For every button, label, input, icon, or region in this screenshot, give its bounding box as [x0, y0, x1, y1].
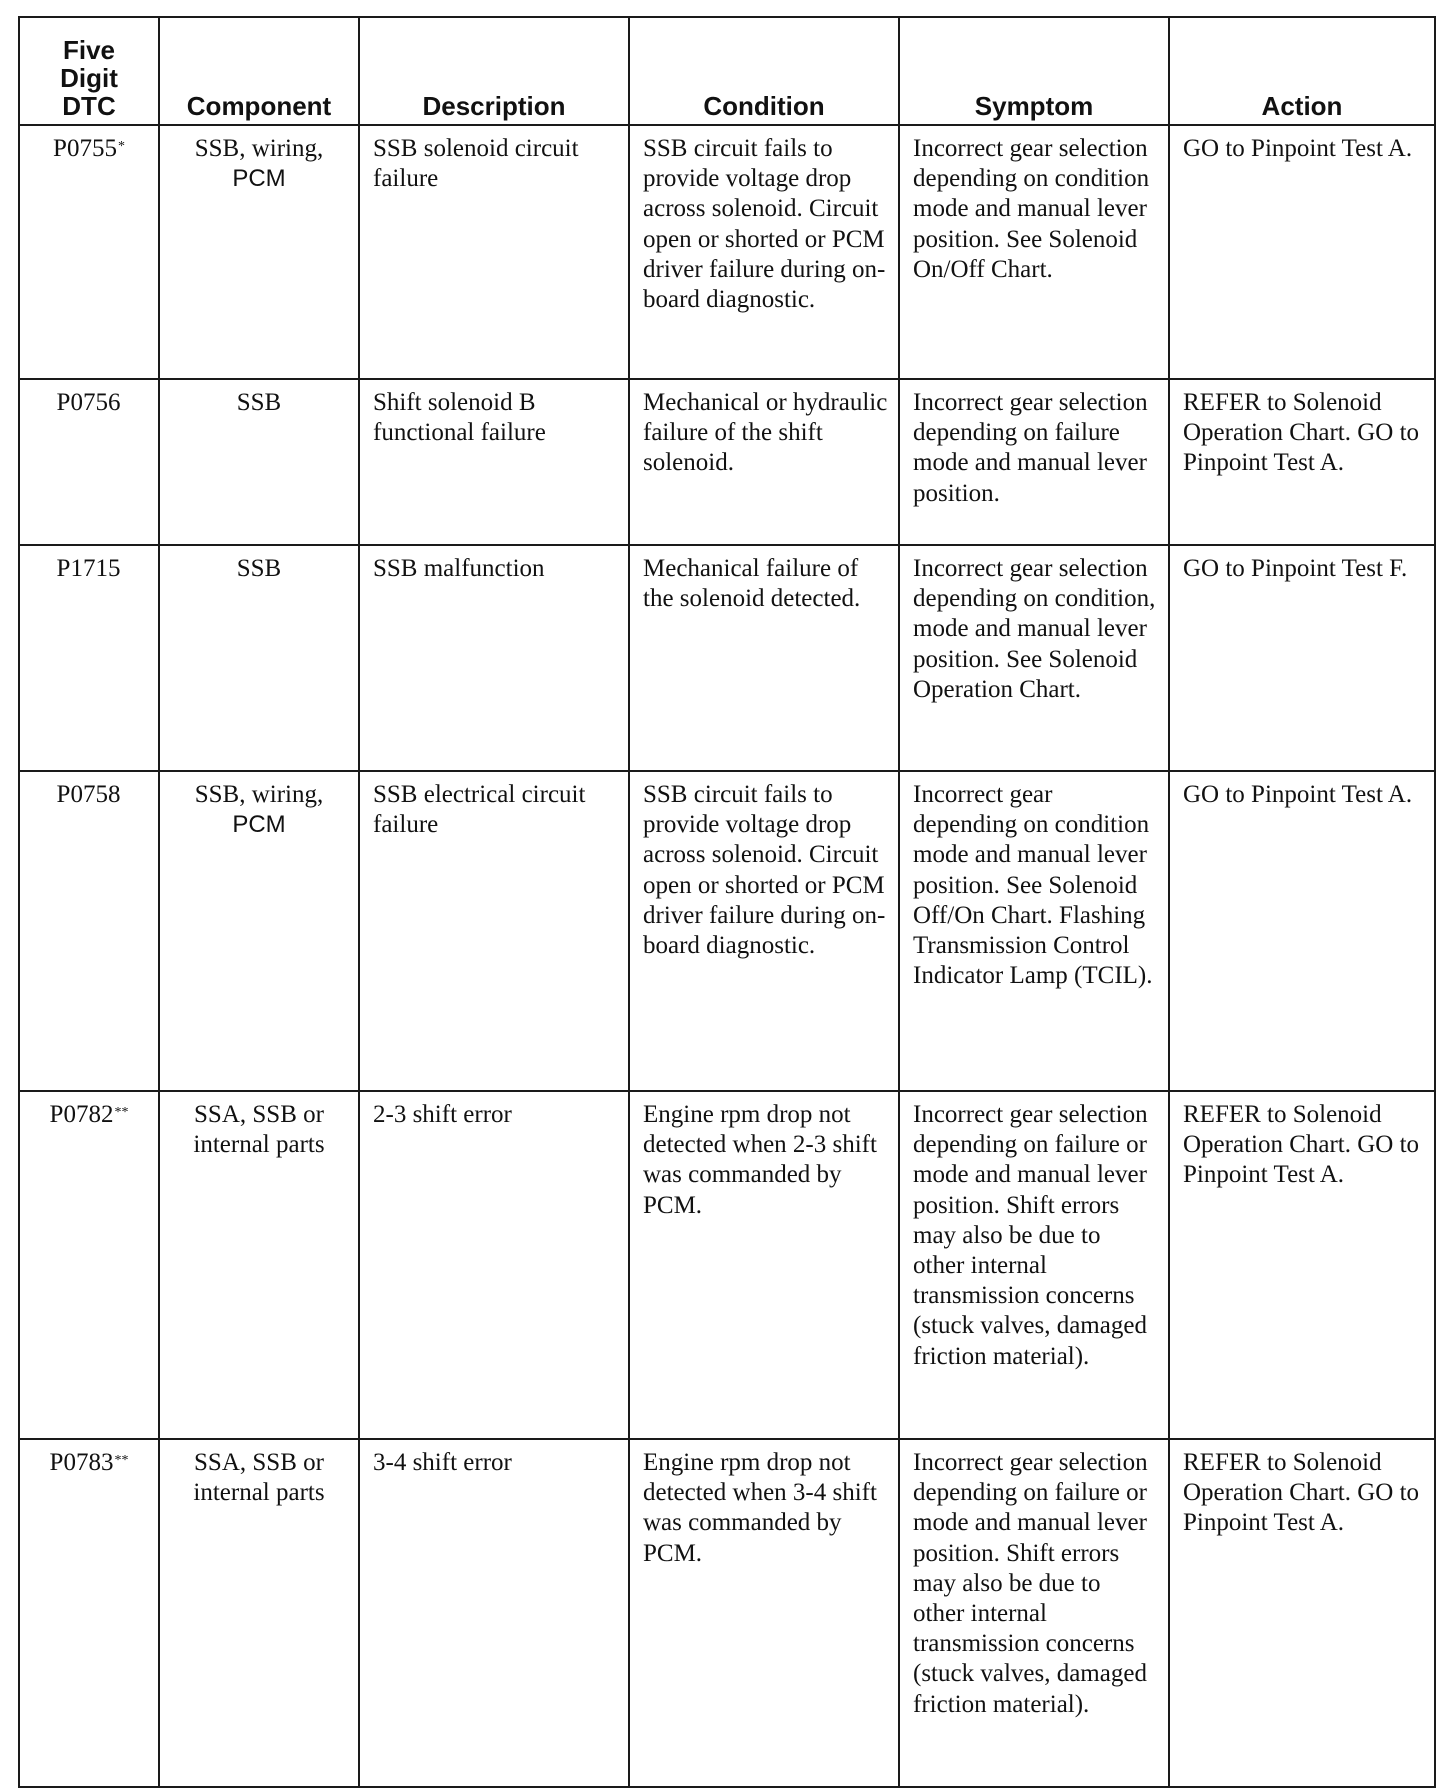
cell-description: SSB malfunction [359, 545, 629, 771]
cell-description: 2-3 shift error [359, 1091, 629, 1439]
header-description: Description [359, 17, 629, 125]
component-line2: internal parts [193, 1131, 325, 1159]
cell-description: Shift solenoid B functional failure [359, 379, 629, 545]
cell-dtc-code [19, 379, 159, 545]
cell-description: 3-4 shift error [359, 1439, 629, 1787]
header-dtc-line2: Digit [60, 63, 118, 93]
footnote-mark: ** [114, 1105, 129, 1120]
header-condition: Condition [629, 17, 899, 125]
cell-symptom: Incorrect gear selection depending on failure mode and manual lever position. [899, 379, 1169, 545]
cell-component [159, 545, 359, 771]
dtc-table [18, 16, 1436, 1788]
cell-symptom: Incorrect gear selection depending on condition mode and manual lever position. See Solenoid On/Off Chart. [899, 125, 1169, 379]
cell-action: REFER to Solenoid Operation Chart. GO to Pinpoint Test A. [1169, 1091, 1435, 1439]
cell-dtc-code [19, 125, 159, 379]
cell-component [159, 379, 359, 545]
cell-symptom: Incorrect gear selection depending on failure or mode and manual lever position. Shift errors may also be due to other internal transmission concerns (stuck valves, damaged friction material). [899, 1091, 1169, 1439]
table-row [19, 771, 1435, 1091]
cell-condition: Engine rpm drop not detected when 2-3 shift was commanded by PCM. [629, 1091, 899, 1439]
dtc-code: P0756 [56, 389, 121, 416]
component-line2: internal parts [193, 1479, 325, 1507]
component-line2: PCM [232, 811, 286, 839]
cell-description: SSB solenoid circuit failure [359, 125, 629, 379]
dtc-code: P0758 [56, 781, 121, 808]
dtc-code: P0755 [53, 135, 117, 162]
cell-dtc-code [19, 771, 159, 1091]
cell-description: SSB electrical circuit failure [359, 771, 629, 1091]
dtc-code: P0783 [49, 1449, 114, 1476]
cell-dtc-code [19, 545, 159, 771]
table-row [19, 379, 1435, 545]
cell-dtc-code [19, 1091, 159, 1439]
cell-action: REFER to Solenoid Operation Chart. GO to Pinpoint Test A. [1169, 379, 1435, 545]
cell-component [159, 125, 359, 379]
component-line1: SSB [236, 389, 282, 416]
cell-action: REFER to Solenoid Operation Chart. GO to Pinpoint Test A. [1169, 1439, 1435, 1787]
cell-symptom: Incorrect gear selection depending on condition, mode and manual lever position. See Solenoid Operation Chart. [899, 545, 1169, 771]
header-row [19, 17, 1435, 125]
component-line1: SSB, wiring, [194, 781, 324, 808]
cell-condition: Mechanical failure of the solenoid detected. [629, 545, 899, 771]
cell-condition: SSB circuit fails to provide voltage drop across solenoid. Circuit open or shorted or PCM driver failure during on-board diagnostic. [629, 771, 899, 1091]
cell-dtc-code [19, 1439, 159, 1787]
component-line1: SSA, SSB or [194, 1449, 324, 1476]
cell-component [159, 1439, 359, 1787]
component-line1: SSB [236, 555, 282, 582]
header-component: Component [159, 17, 359, 125]
component-line1: SSB, wiring, [194, 135, 324, 162]
cell-component [159, 1091, 359, 1439]
footnote-mark: * [117, 139, 125, 154]
cell-condition: Mechanical or hydraulic failure of the shift solenoid. [629, 379, 899, 545]
header-dtc-line3: DTC [62, 91, 116, 121]
table-row [19, 545, 1435, 771]
header-dtc [19, 17, 159, 125]
footnote-mark: ** [114, 1453, 129, 1468]
header-action: Action [1169, 17, 1435, 125]
header-symptom: Symptom [899, 17, 1169, 125]
cell-action: GO to Pinpoint Test F. [1169, 545, 1435, 771]
table-body [19, 125, 1435, 1787]
cell-condition: SSB circuit fails to provide voltage drop across solenoid. Circuit open or shorted or PCM driver failure during on-board diagnostic. [629, 125, 899, 379]
component-line1: SSA, SSB or [194, 1101, 324, 1128]
cell-action: GO to Pinpoint Test A. [1169, 125, 1435, 379]
table-row [19, 125, 1435, 379]
cell-symptom: Incorrect gear depending on condition mode and manual lever position. See Solenoid Off/On Chart. Flashing Transmission Control Indicator Lamp (TCIL). [899, 771, 1169, 1091]
table-row [19, 1439, 1435, 1787]
table-row [19, 1091, 1435, 1439]
table-header [19, 17, 1435, 125]
dtc-code: P1715 [56, 555, 121, 582]
cell-condition: Engine rpm drop not detected when 3-4 shift was commanded by PCM. [629, 1439, 899, 1787]
cell-symptom: Incorrect gear selection depending on failure or mode and manual lever position. Shift errors may also be due to other internal transmission concerns (stuck valves, damaged friction material). [899, 1439, 1169, 1787]
dtc-code: P0782 [49, 1101, 114, 1128]
component-line2: PCM [232, 165, 286, 193]
header-dtc-line1: Five [62, 35, 116, 65]
cell-action: GO to Pinpoint Test A. [1169, 771, 1435, 1091]
cell-component [159, 771, 359, 1091]
